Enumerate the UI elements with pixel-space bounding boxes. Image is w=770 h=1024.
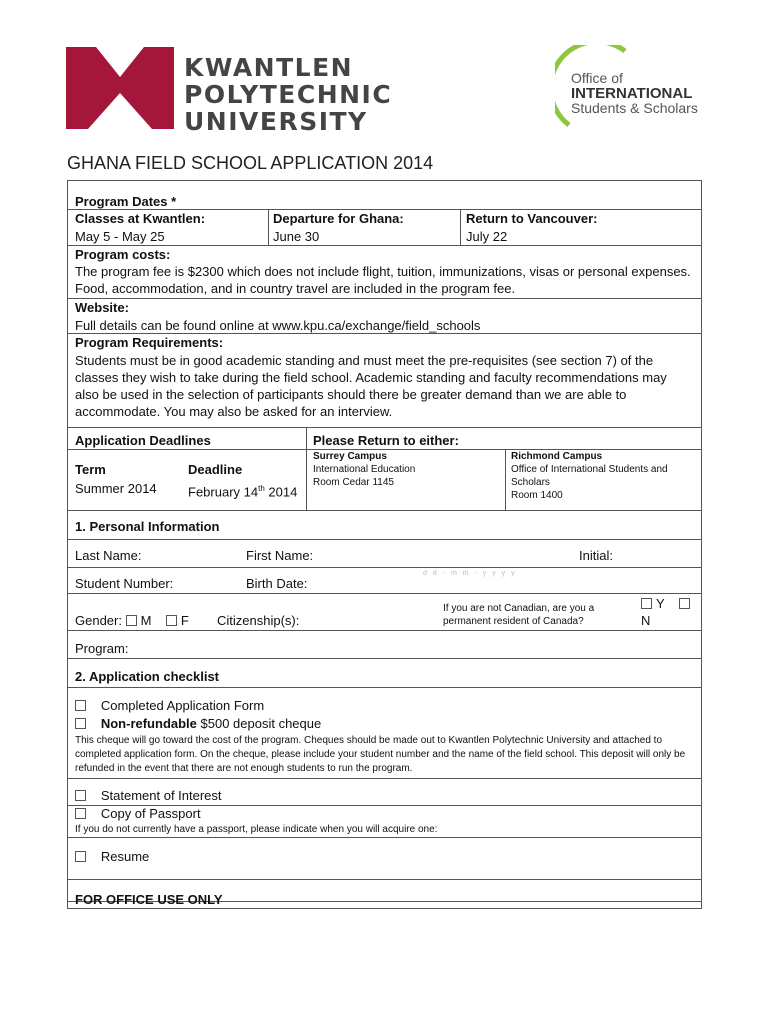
checklist-item-application: Completed Application Form [75, 697, 264, 714]
citizenship-label: Citizenship(s): [217, 613, 300, 628]
checkbox[interactable] [75, 808, 86, 819]
office-use-box [67, 879, 702, 909]
classes-label: Classes at Kwantlen: [75, 211, 206, 226]
return-value: July 22 [466, 229, 508, 244]
program-dates-label: Program Dates * [75, 194, 177, 209]
passport-note: If you do not currently have a passport, please indicate when you will acquire one: [75, 824, 438, 835]
website-text: Full details can be found online at www.kpu.ca/exchange/field_schools [75, 318, 481, 333]
term-value: Summer 2014 [75, 481, 157, 496]
pr-no-checkbox[interactable] [679, 598, 690, 609]
departure-label: Departure for Ghana: [273, 211, 404, 226]
checklist-item-passport: Copy of Passport [75, 805, 201, 822]
first-name-label: First Name: [246, 548, 314, 563]
program-costs-text: The program fee is $2300 which does not include flight, tuition, immunizations, visas or personal expenses. Food, accommodation, and in country travel are included in the program fee. [75, 264, 691, 296]
checkbox[interactable] [75, 851, 86, 862]
deadlines-label: Application Deadlines [75, 433, 211, 448]
deadline-label: Deadline [188, 462, 243, 477]
program-costs-label: Program costs: [75, 247, 171, 262]
gender-m-checkbox[interactable] [126, 615, 137, 626]
richmond-line1: Office of International Students and Scholars [511, 464, 668, 488]
pr-question: If you are not Canadian, are you a permanent resident of Canada? [443, 603, 595, 627]
pr-no: N [641, 613, 651, 628]
university-name: KWANTLEN POLYTECHNIC UNIVERSITY [184, 53, 393, 136]
checkbox[interactable] [75, 790, 86, 801]
richmond-line2: Room 1400 [511, 490, 563, 501]
birth-date-label: Birth Date: [246, 576, 308, 591]
deadline-value: February 14th 2014 [188, 484, 298, 500]
form-title: GHANA FIELD SCHOOL APPLICATION 2014 [67, 153, 434, 173]
office-use-label: FOR OFFICE USE ONLY [75, 892, 223, 907]
checklist-item-deposit: Non-refundable $500 deposit cheque [75, 715, 321, 732]
term-label: Term [75, 462, 106, 477]
cheque-note: This cheque will go toward the cost of the program. Cheques should be made out to Kwantlen Polytechnic University and attached to completed application form. On the cheque, please include your student number and the name of the field school. This deposit will only be refunded in the event that there are not enough students to run the program. [75, 735, 686, 774]
last-name-label: Last Name: [75, 548, 142, 563]
classes-value: May 5 - May 25 [75, 229, 165, 244]
requirements-label: Program Requirements: [75, 335, 224, 350]
checklist-item-resume: Resume [75, 848, 149, 865]
checkbox[interactable] [75, 700, 86, 711]
return-to-label: Please Return to either: [313, 433, 459, 448]
initial-label: Initial: [579, 548, 613, 563]
checklist-heading: 2. Application checklist [75, 669, 220, 684]
birth-date-hint: d d - m m - y y y y [423, 570, 517, 577]
pr-yes: Y [641, 595, 694, 612]
personal-info-heading: 1. Personal Information [75, 519, 220, 534]
application-form [67, 180, 702, 902]
richmond-campus-title: Richmond Campus [511, 451, 603, 462]
website-label: Website: [75, 300, 129, 315]
gender-field: Gender: M F [75, 613, 189, 628]
surrey-campus-title: Surrey Campus [313, 451, 387, 462]
gender-f-checkbox[interactable] [166, 615, 177, 626]
checklist-item-statement: Statement of Interest [75, 787, 222, 804]
office-name: Office of INTERNATIONAL Students & Scholars [571, 70, 698, 116]
program-field-label: Program: [75, 641, 129, 656]
checkbox[interactable] [75, 718, 86, 729]
surrey-line2: Room Cedar 1145 [313, 477, 394, 488]
requirements-text: Students must be in good academic standing and must meet the pre-requisites (see section 7) of the classes they wish to take during the field school. Academic standing and faculty recommendations may also be used in the selection of participants should there be greater demand than we are able to accommodate. You may also be asked for an interview. [75, 353, 667, 419]
surrey-line1: International Education [313, 464, 416, 475]
return-label: Return to Vancouver: [466, 211, 598, 226]
kpu-logo-icon [66, 47, 174, 129]
departure-value: June 30 [273, 229, 320, 244]
pr-yes-checkbox[interactable] [641, 598, 652, 609]
student-number-label: Student Number: [75, 576, 174, 591]
